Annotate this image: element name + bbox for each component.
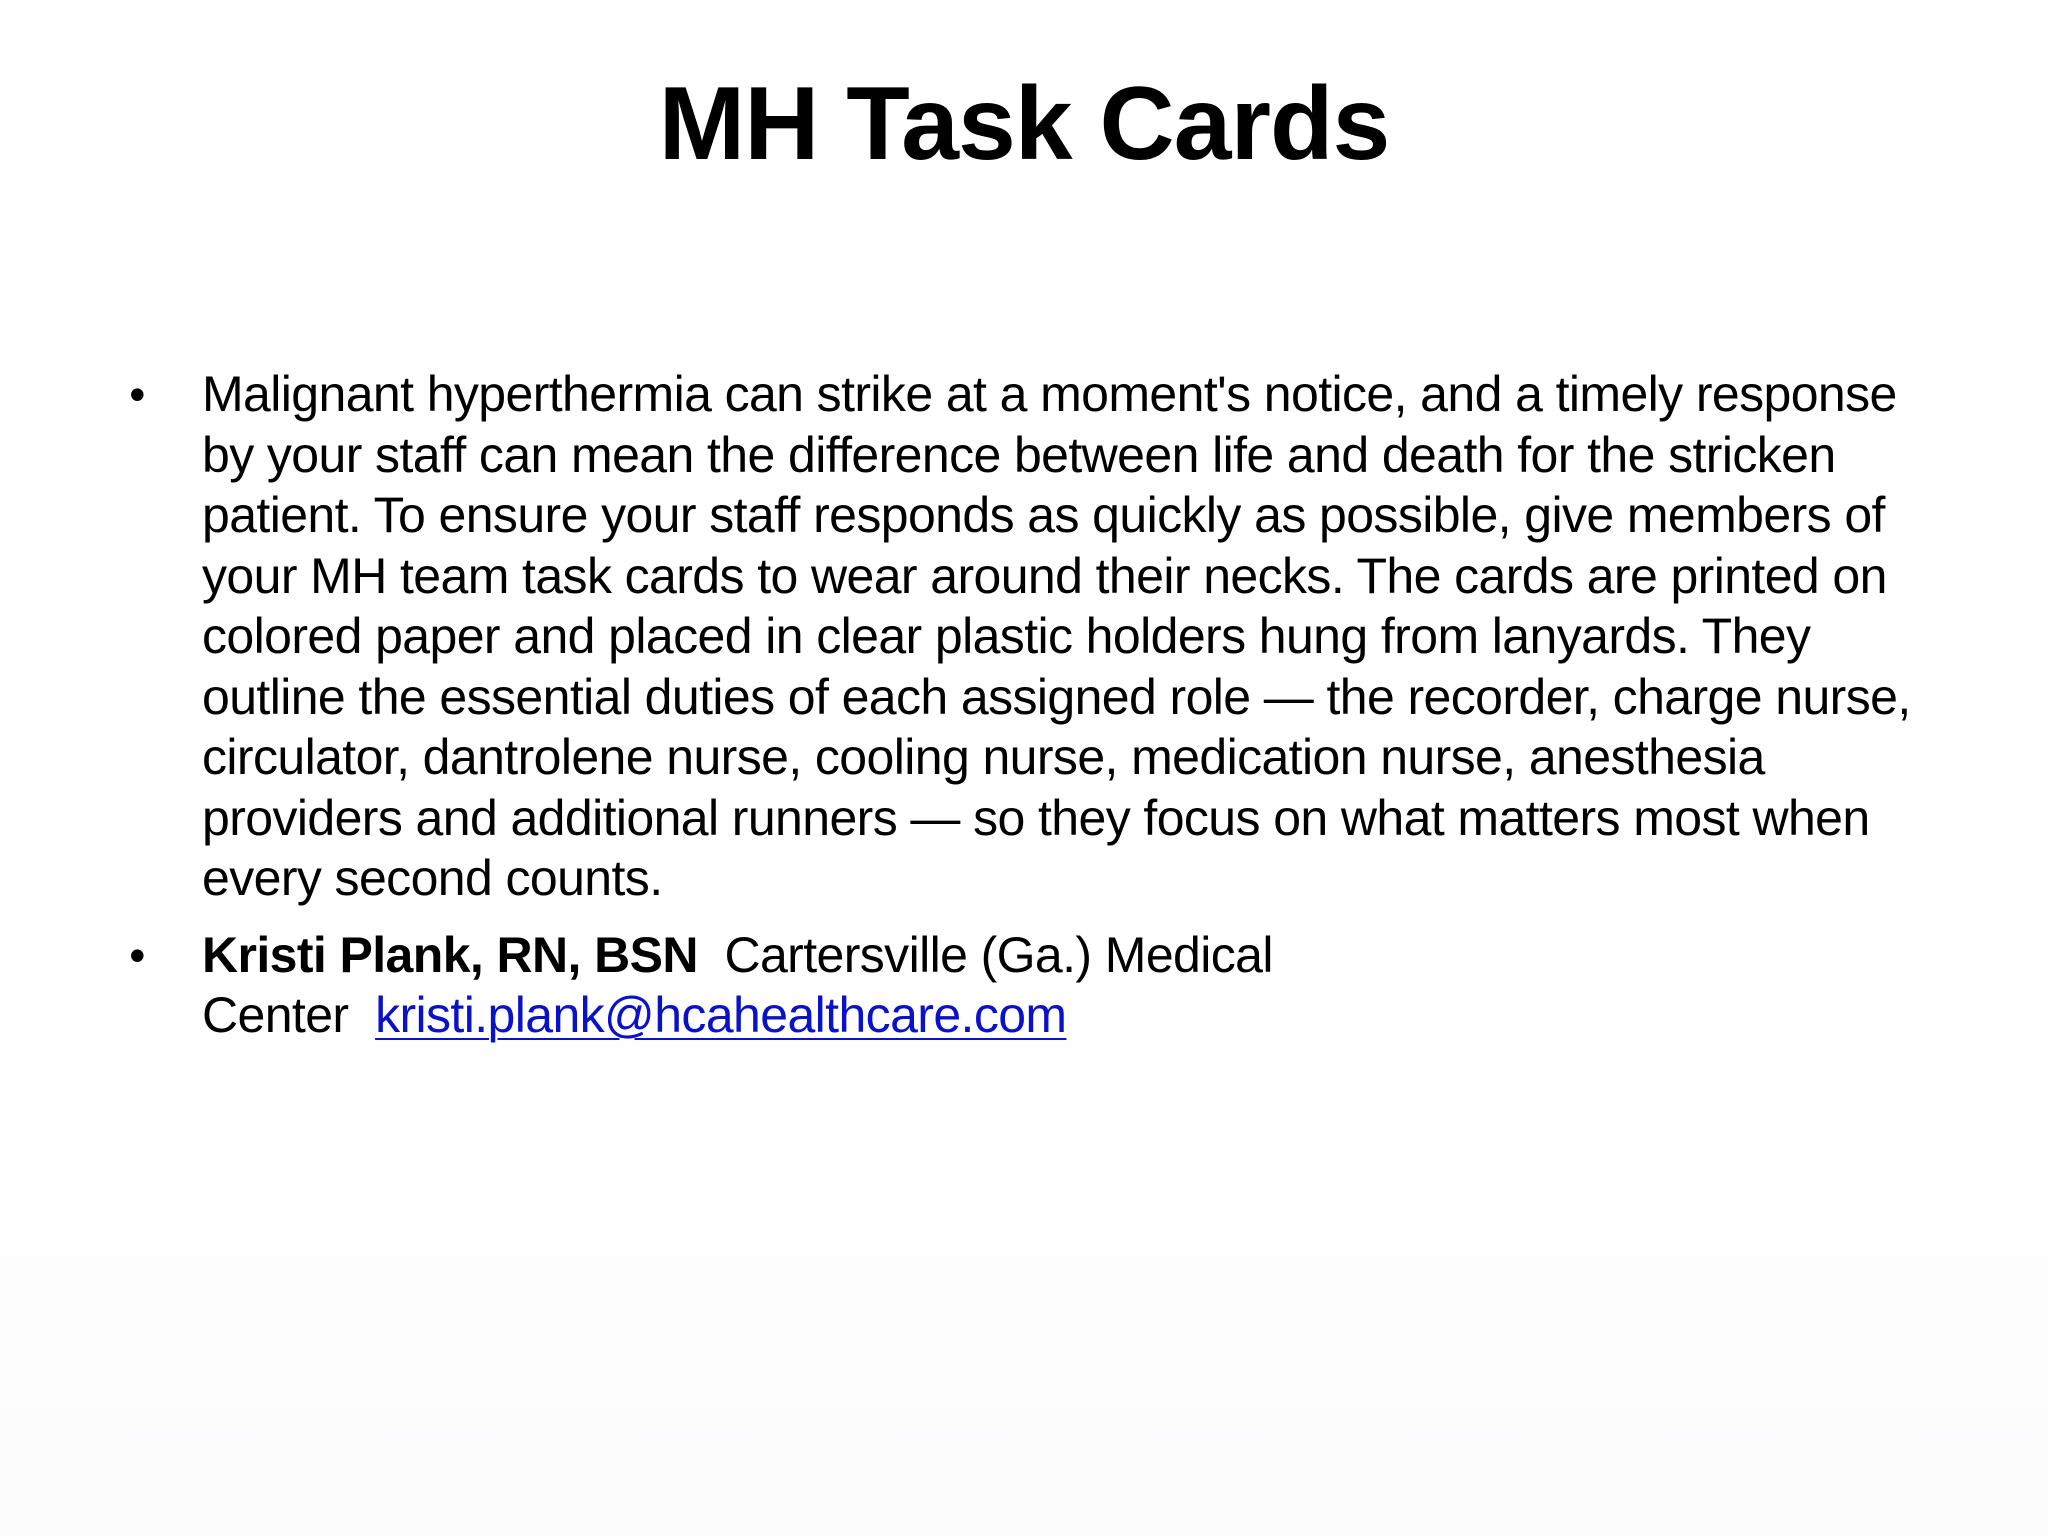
slide-title: MH Task Cards — [658, 66, 1390, 182]
description-text: Malignant hyperthermia can strike at a moment's notice, and a timely response by your staff can mean the difference between life and death for the stricken patient. To ensure your staff responds as quickly as possible, give members of your MH team task cards to wear around their necks. The cards are printed on colored paper and placed in clear plastic holders hung from lanyards. They outline the essential duties of each assigned role — the recorder, charge nurse, circulator, dantrolene nurse, cooling nurse, medication nurse, anesthesia providers and additional runners — so they focus on what matters most when every second counts. — [202, 366, 1911, 906]
contact-name: Kristi Plank, RN, BSN — [202, 926, 698, 983]
contact-email-link[interactable]: kristi.plank@hcahealthcare.com — [375, 987, 1067, 1043]
contact-affiliation: Cartersville (Ga.) Medical Center — [202, 926, 1273, 1043]
bullet-icon: • — [129, 928, 145, 981]
bullet-item-contact — [122, 925, 1952, 1046]
bullet-list — [122, 364, 1952, 1062]
bullet-icon: • — [129, 368, 145, 420]
bullet-item-description — [122, 364, 1952, 909]
